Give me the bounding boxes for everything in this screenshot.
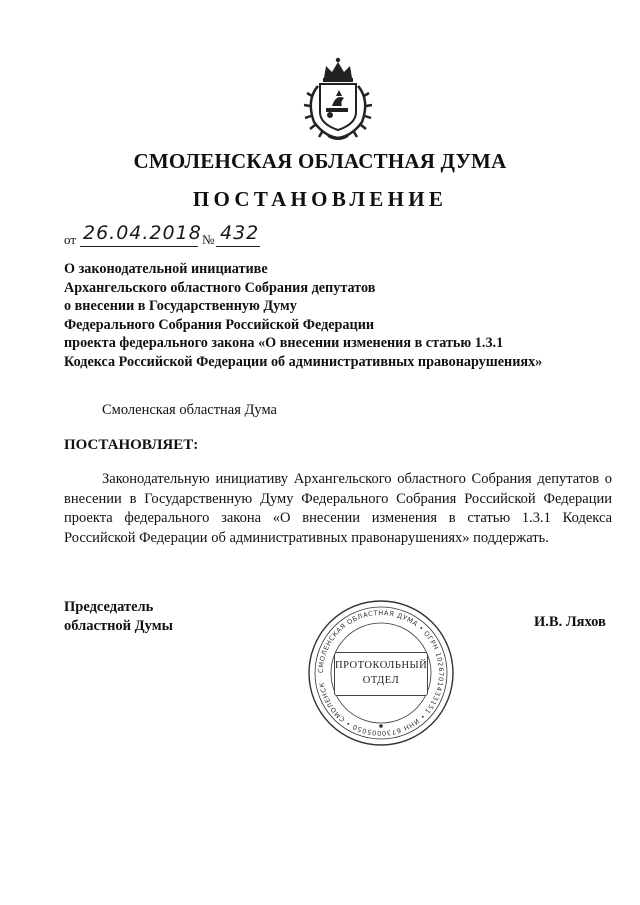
number-prefix: № [202, 232, 215, 247]
subject-line: Федерального Собрания Российской Федерации [64, 316, 375, 333]
date-number-line [64, 222, 284, 248]
seal-center-label [334, 652, 428, 696]
signatory-title [64, 598, 173, 635]
number-underline [216, 246, 260, 247]
subject-line: Кодекса Российской Федерации об административных правонарушениях» [64, 353, 543, 370]
subject-line: о внесении в Государственную Думу [64, 298, 297, 315]
resolves-heading: ПОСТАНОВЛЯЕТ: [64, 437, 199, 453]
coat-of-arms-emblem [296, 56, 380, 142]
seal-ring-text: СМОЛЕНСКАЯ ОБЛАСТНАЯ ДУМА • ОГРН 1026701433151 • ИНН 6730005050 • СМОЛЕНСК [316, 608, 446, 738]
subject-line: Архангельского областного Собрания депутатов [64, 279, 376, 296]
date-underline [80, 246, 198, 247]
handwritten-number: 432 [220, 222, 260, 244]
seal-center-line: ОТДЕЛ [362, 675, 400, 686]
handwritten-date: 26.04.2018 [83, 222, 202, 244]
resolution-subject [64, 260, 624, 372]
signatory-title-line: областной Думы [64, 617, 173, 634]
signatory-name: И.В. Ляхов [534, 614, 606, 630]
subject-line: проекта федерального закона «О внесении изменения в статью 1.3.1 [64, 335, 504, 352]
subject-line: О законодательной инициативе [64, 261, 268, 277]
intro-text: Смоленская областная Дума [102, 402, 277, 418]
seal-center-line: ПРОТОКОЛЬНЫЙ [335, 660, 428, 671]
document-type-title: ПОСТАНОВЛЕНИЕ [192, 187, 448, 211]
signatory-title-line: Председатель [64, 599, 154, 615]
resolution-body: Законодательную инициативу Архангельского областного Собрания депутатов о внесении в Государственную Думу Федерального Собрания Российской Федерации проекта федерального закона «О внесении изменения в статью 1.3.1 Кодекса Российской Федерации об административных правонарушениях» поддержать. [64, 471, 612, 546]
organization-title: СМОЛЕНСКАЯ ОБЛАСТНАЯ ДУМА [133, 149, 507, 173]
date-prefix: от [64, 232, 77, 247]
